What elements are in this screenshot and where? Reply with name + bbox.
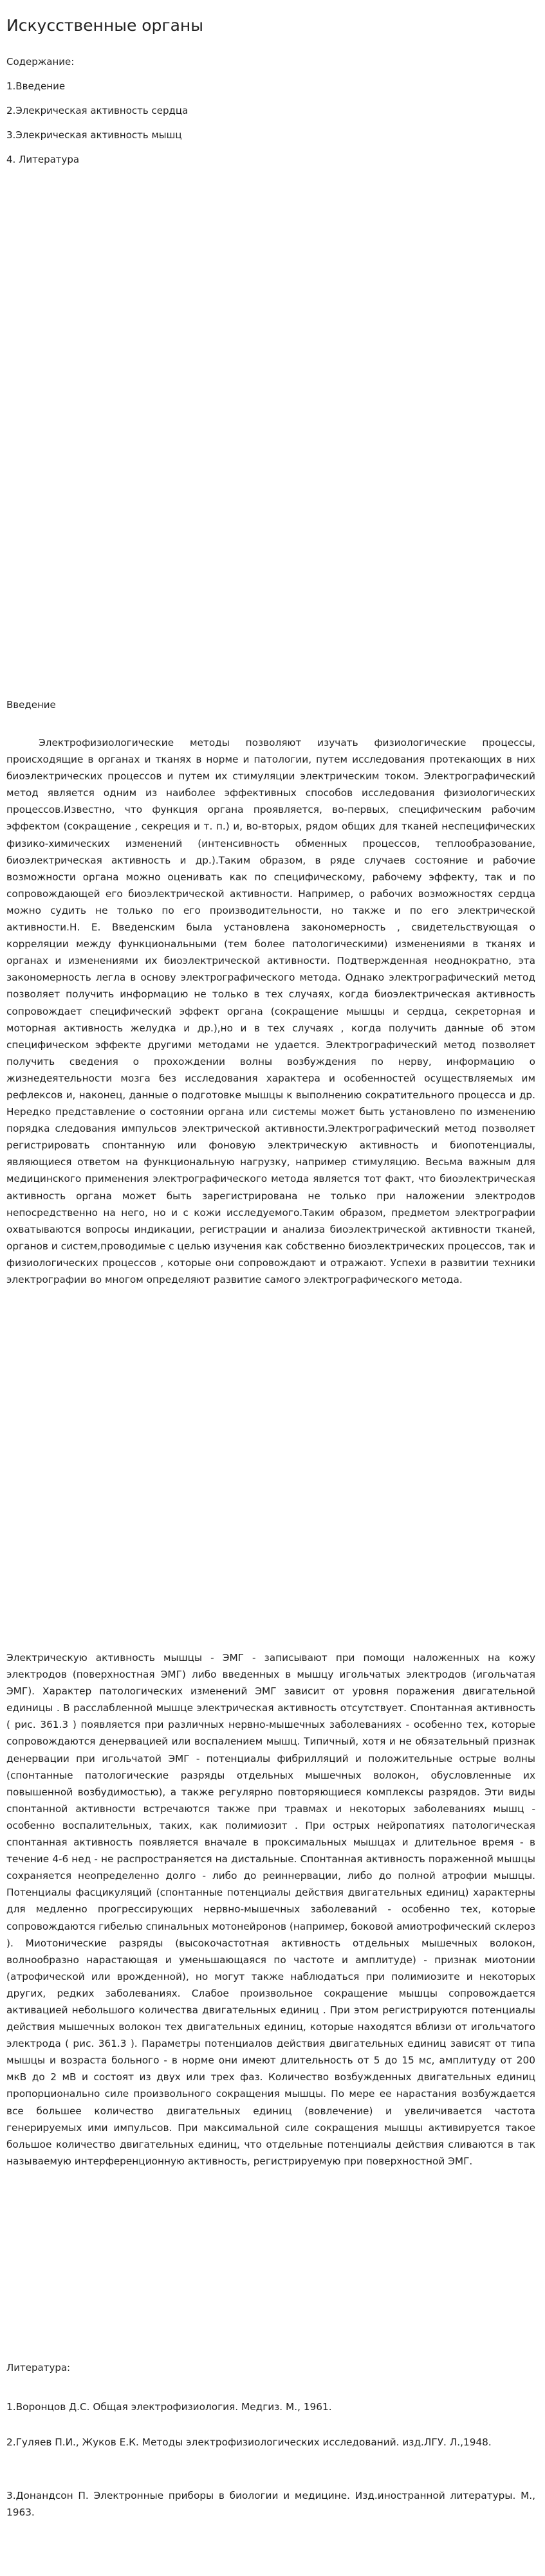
reference-item: 2.Гуляев П.И., Жуков Е.К. Методы электрофизиологических исследований. изд.ЛГУ. Л.,1948. xyxy=(6,2436,492,2448)
introduction-paragraph-electrography: Электрофизиологические методы позволяют изучать физиологические процессы, происходящие в органах и тканях в норме и патологии, путем исследования протекающих в них биоэлектрических процессов и путем их стимуляции электрическим током. Электрографический метод является одним из наиболее эффективных способов исследования физиологических процессов.Известно, что функция органа проявляется, во-первых, специфическим рабочим эффектом (сокращение , секреция и т. п.) и, во-вторых, рядом общих для тканей неспецифических физико-химических изменений (интенсивность обменных процессов, теплообразование, биоэлектрическая активность и др.).Таким образом, в ряде случаев состояние и рабочие возможности органа можно оценивать как по специфическому, рабочему эффекту, так и по сопровождающей его биоэлектрической активности. Например, о рабочих возможностях сердца можно судить не только по его производительности, но также и по его электрической активности.Н. Е. Введенским была установлена закономерность , свидетельствующая о корреляции между функциональными (тем более патологическими) изменениями в тканях и органах и изменениями их биоэлектрической активности. Подтвержденная неоднократно, эта закономерность легла в основу электрографического метода. Однако электрографический метод позволяет получить информацию не только в тех случаях, когда биоэлектрическая активность сопровождает специфический эффект органа (сокращение мышцы и сердца, секреторная и моторная активность желудка и др.),но и в тех случаях , когда получить данные об этом специфическом эффекте другими методами не удается. Электрографический метод позволяет получить сведения о прохождении волны возбуждения по нерву, информацию о жизнедеятельности мозга без исследования характера и особенностей осуществляемых им рефлексов и, наконец, данные о подготовке мышцы к выполнению сократительного процесса и др. Нередко представление о состоянии органа или системы может быть установлено по изменению порядка следования импульсов электрической активности.Электрографический метод позволяет регистрировать спонтанную или фоновую электрическую активность и биопотенциалы, являющиеся ответом на функциональную нагрузку, например стимуляцию. Весьма важным для медицинского применения электрографического метода является тот факт, что биоэлектрическая активность органа может быть зарегистрирована не только при наложении электродов непосредственно на него, но и с кожи исследуемого.Таким образом, предметом электрографии охватываются вопросы индикации, регистрации и анализа биоэлектрической активности тканей, органов и систем,проводимые с целью изучения как собственно биоэлектрических процессов, так и физиологических процессов , которые они сопровождают и отражают. Успехи в развитии техники электрографии во многом определяют развитие самого электрографического метода. xyxy=(6,737,535,1285)
references-heading: Литература: xyxy=(6,2362,71,2373)
introduction-paragraph-emg: Электрическую активность мышцы - ЭМГ - записывают при помощи наложенных на кожу электродов (поверхностная ЭМГ) либо введенных в мышцу игольчатых электродов (игольчатая ЭМГ). Характер патологических изменений ЭМГ зависит от уровня поражения двигательной единицы . В расслабленной мышце электрическая активность отсутствует. Спонтанная активность ( рис. 361.3 ) появляется при различных нервно-мышечных заболеваниях - особенно тех, которые сопровождаются денервацией или воспалением мышц. Типичный, хотя и не обязательный признак денервации при игольчатой ЭМГ - потенциалы фибрилляций и положительные острые волны (спонтанные патологические разряды отдельных мышечных волокон, обусловленные их повышенной возбудимостью), а также регулярно повторяющиеся комплексы разрядов. Эти виды спонтанной активности встречаются также при травмах и некоторых заболеваниях мышц - особенно воспалительных, таких, как полимиозит . При острых нейропатиях патологическая спонтанная активность появляется вначале в проксимальных мышцах и длительное время - в течение 4-6 нед - не распространяется на дистальные. Спонтанная активность пораженной мышцы сохраняется неопределенно долго - либо до реиннервации, либо до полной атрофии мышцы. Потенциалы фасцикуляций (спонтанные потенциалы действия двигательных единиц) характерны для медленно прогрессирующих нервно-мышечных заболеваний - особенно тех, которые сопровождаются гибелью спинальных мотонейронов (например, боковой амиотрофический склероз ). Миотонические разряды (высокочастотная активность отдельных мышечных волокон, волнообразно нарастающая и уменьшающаяся по частоте и амплитуде) - признак миотонии (атрофической или врожденной), но могут также наблюдаться при полимиозите и некоторых других, редких заболеваниях. Слабое произвольное сокращение мышцы сопровождается активацией небольшого количества двигательных единиц . При этом регистрируются потенциалы действия мышечных волокон тех двигательных единиц, которые находятся вблизи от игольчатого электрода ( рис. 361.3 ). Параметры потенциалов действия двигательных единиц зависят от типа мышцы и возраста больного - в норме они имеют длительность от 5 до 15 мс, амплитуду от 200 мкВ до 2 мВ и состоят из двух или трех фаз. Количество возбужденных двигательных единиц пропорционально силе произвольного сокращения мышцы. По мере ее нарастания возбуждается все большее количество двигательных единиц (вовлечение) и увеличивается частота генерируемых ими импульсов. При максимальной силе сокращения мышцы активируется такое большое количество двигательных единиц, что отдельные потенциалы действия сливаются в так называемую интерференционную активность, регистрируемую при поверхностной ЭМГ. xyxy=(6,1652,535,2167)
toc-item-literature: 4. Литература xyxy=(6,154,80,165)
toc-item-heart-activity: 2.Элекрическая активность сердца xyxy=(6,105,189,116)
introduction-heading: Введение xyxy=(6,699,56,711)
reference-item: 1.Воронцов Д.С. Общая электрофизиология. Медгиз. М., 1961. xyxy=(6,2401,332,2413)
toc-heading: Содержание: xyxy=(6,56,75,68)
toc-item-muscle-activity: 3.Элекрическая активность мышц xyxy=(6,129,182,141)
toc-item-introduction: 1.Введение xyxy=(6,80,66,92)
table-of-contents xyxy=(6,55,188,177)
document-title: Искусственные органы xyxy=(6,15,203,35)
reference-item: 3.Донандсон П. Электронные приборы в биологии и медицине. Изд.иностранной литературы. М., 1963. xyxy=(6,2490,535,2518)
